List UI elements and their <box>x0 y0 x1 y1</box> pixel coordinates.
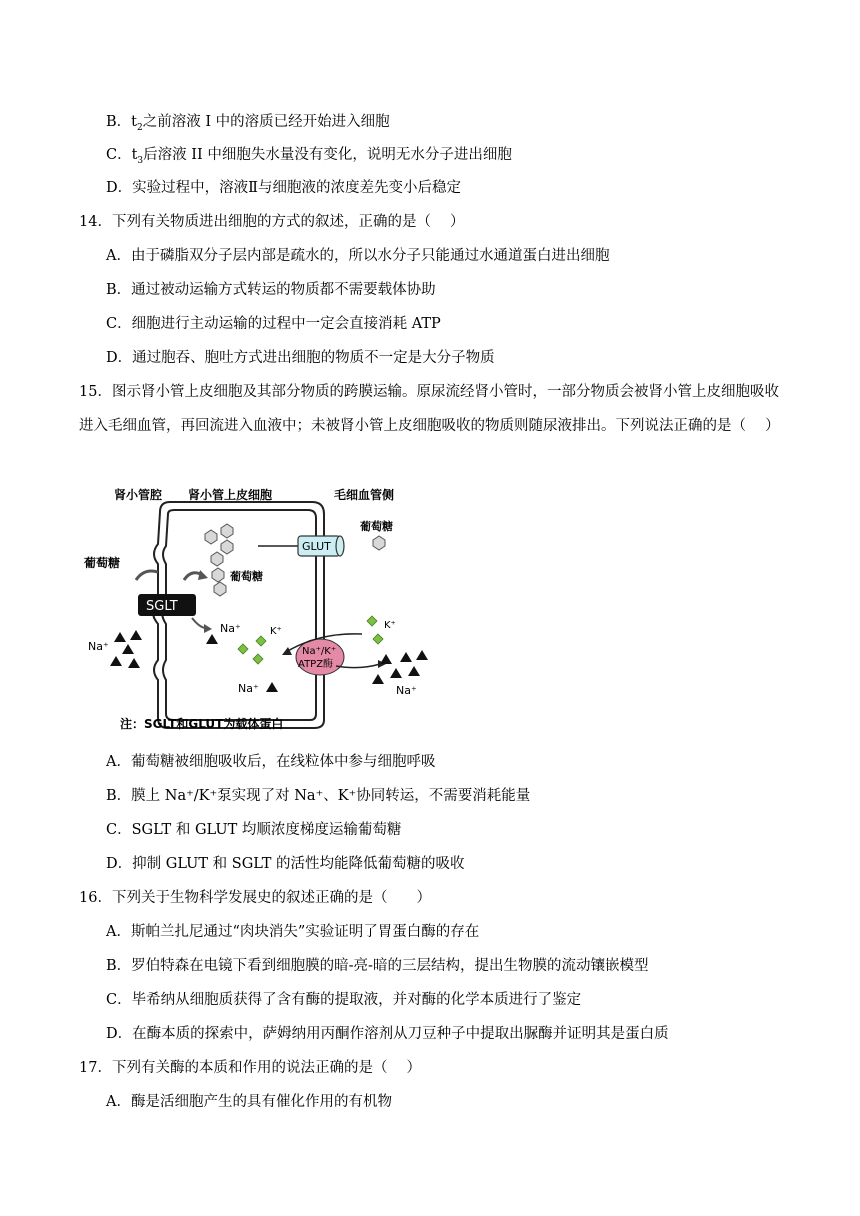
label-k-right: K⁺ <box>384 620 396 631</box>
na-triangles-right <box>372 650 428 684</box>
q13-option-b-post: 之前溶液 I 中的溶质已经开始进入细胞 <box>142 114 390 130</box>
q13-option-c-pre: C．t <box>106 147 138 163</box>
na-triangle <box>408 666 420 676</box>
sglt-arrow-top <box>136 571 158 580</box>
na-triangle <box>372 674 384 684</box>
arrowhead <box>198 570 208 580</box>
glucose-hexagon <box>221 524 233 538</box>
q15-stem: 15．图示肾小管上皮细胞及其部分物质的跨膜运输。原尿流经肾小管时，一部分物质会被肾小管上皮细胞吸收进入毛细血管，再回流进入血液中；未被肾小管上皮细胞吸收的物质则随尿液排出。下列说法正确的是（ ） <box>79 384 780 434</box>
q13-option-c <box>106 145 512 165</box>
glucose-hexagon <box>214 582 226 596</box>
label-glucose-left: 葡萄糖 <box>84 556 121 570</box>
label-cell: 肾小管上皮细胞 <box>188 488 273 502</box>
label-na-left: Na⁺ <box>88 640 109 653</box>
k-diamond <box>373 634 383 644</box>
label-lumen: 肾小管腔 <box>114 488 163 502</box>
pump-label-line1: Na⁺/K⁺ <box>302 646 337 657</box>
q13-option-c-post: 后溶液 II 中细胞失水量没有变化，说明无水分子进出细胞 <box>143 147 512 163</box>
k-diamonds-inside <box>238 636 266 664</box>
q13-option-b-pre: B．t <box>106 114 137 130</box>
na-triangle <box>110 656 122 666</box>
glucose-hexagon <box>212 568 224 582</box>
label-glucose-inside: 葡萄糖 <box>230 570 263 583</box>
label-na-inside: Na⁺ <box>220 622 241 635</box>
na-triangle <box>416 650 428 660</box>
glucose-hexagon-right <box>373 536 385 550</box>
q16-option-a: A．斯帕兰扎尼通过“肉块消失”实验证明了胃蛋白酶的存在 <box>106 924 480 940</box>
na-export-arrow <box>336 664 380 668</box>
glut-transporter <box>298 536 344 556</box>
q15-option-a: A．葡萄糖被细胞吸收后，在线粒体中参与细胞呼吸 <box>106 754 436 770</box>
q13-option-d: D．实验过程中，溶液Ⅱ与细胞液的浓度差先变小后稳定 <box>106 180 461 196</box>
na-triangle-bottom <box>266 682 278 692</box>
k-diamond <box>253 654 263 664</box>
glucose-cluster <box>205 524 233 596</box>
glut-label: GLUT <box>302 540 331 553</box>
na-triangles-left <box>110 630 142 668</box>
na-triangle <box>390 668 402 678</box>
q14-option-d: D．通过胞吞、胞吐方式进出细胞的物质不一定是大分子物质 <box>106 350 495 366</box>
na-triangle-inside <box>206 634 218 644</box>
na-triangle <box>128 658 140 668</box>
q17-option-a: A．酶是活细胞产生的具有催化作用的有机物 <box>106 1094 392 1110</box>
arrowhead <box>282 647 292 655</box>
q14-option-c: C．细胞进行主动运输的过程中一定会直接消耗 ATP <box>106 316 441 332</box>
q14-option-a: A．由于磷脂双分子层内部是疏水的，所以水分子只能通过水通道蛋白进出细胞 <box>106 248 610 264</box>
na-triangle <box>122 644 134 654</box>
q15-option-c: C．SGLT 和 GLUT 均顺浓度梯度运输葡萄糖 <box>106 822 402 838</box>
pump-label-line2: ATPZ酶 <box>298 659 334 670</box>
kidney-tubule-diagram <box>80 484 450 742</box>
q16-stem: 16．下列关于生物科学发展史的叙述正确的是（ ） <box>79 890 431 906</box>
label-na-bottom: Na⁺ <box>238 682 259 695</box>
sglt-label: SGLT <box>146 599 178 614</box>
q13-option-b <box>106 112 390 132</box>
k-diamond <box>238 644 248 654</box>
label-glucose-right: 葡萄糖 <box>360 520 393 533</box>
glucose-hexagon <box>221 540 233 554</box>
na-triangle <box>130 630 142 640</box>
na-triangle <box>380 654 392 664</box>
glucose-hexagon <box>205 530 217 544</box>
na-triangle <box>114 632 126 642</box>
k-diamond <box>367 616 377 626</box>
na-triangle <box>400 652 412 662</box>
arrowhead <box>204 624 212 633</box>
q16-option-d: D．在酶本质的探索中，萨姆纳用丙酮作溶剂从刀豆种子中提取出脲酶并证明其是蛋白质 <box>106 1026 669 1042</box>
q15-option-b: B．膜上 Na⁺/K⁺泵实现了对 Na⁺、K⁺协同转运，不需要消耗能量 <box>106 788 531 804</box>
q15-option-d: D．抑制 GLUT 和 SGLT 的活性均能降低葡萄糖的吸收 <box>106 856 465 872</box>
k-diamond <box>256 636 266 646</box>
glut-end <box>336 536 344 556</box>
q16-option-c: C．毕希纳从细胞质获得了含有酶的提取液，并对酶的化学本质进行了鉴定 <box>106 992 582 1008</box>
label-na-right: Na⁺ <box>396 684 417 697</box>
q13-option-c-subscript: 3 <box>137 155 144 166</box>
q17-stem: 17．下列有关酶的本质和作用的说法正确的是（ ） <box>79 1060 422 1076</box>
q13-option-b-subscript: 2 <box>136 122 143 133</box>
sglt-arrow-down <box>192 618 206 628</box>
sglt-transporter <box>136 570 212 633</box>
na-k-pump <box>296 639 344 675</box>
diagram-note: 注：SGLT和GLUT为载体蛋白 <box>120 717 284 731</box>
k-diamonds-right <box>367 616 383 644</box>
glucose-hexagon <box>211 552 223 566</box>
q14-stem: 14．下列有关物质进出细胞的方式的叙述，正确的是（ ） <box>79 214 465 230</box>
label-capillary: 毛细血管侧 <box>334 488 395 502</box>
q16-option-b: B．罗伯特森在电镜下看到细胞膜的暗-亮-暗的三层结构，提出生物膜的流动镶嵌模型 <box>106 958 649 974</box>
q14-option-b: B．通过被动运输方式转运的物质都不需要载体协助 <box>106 282 436 298</box>
label-k-inside: K⁺ <box>270 626 282 637</box>
